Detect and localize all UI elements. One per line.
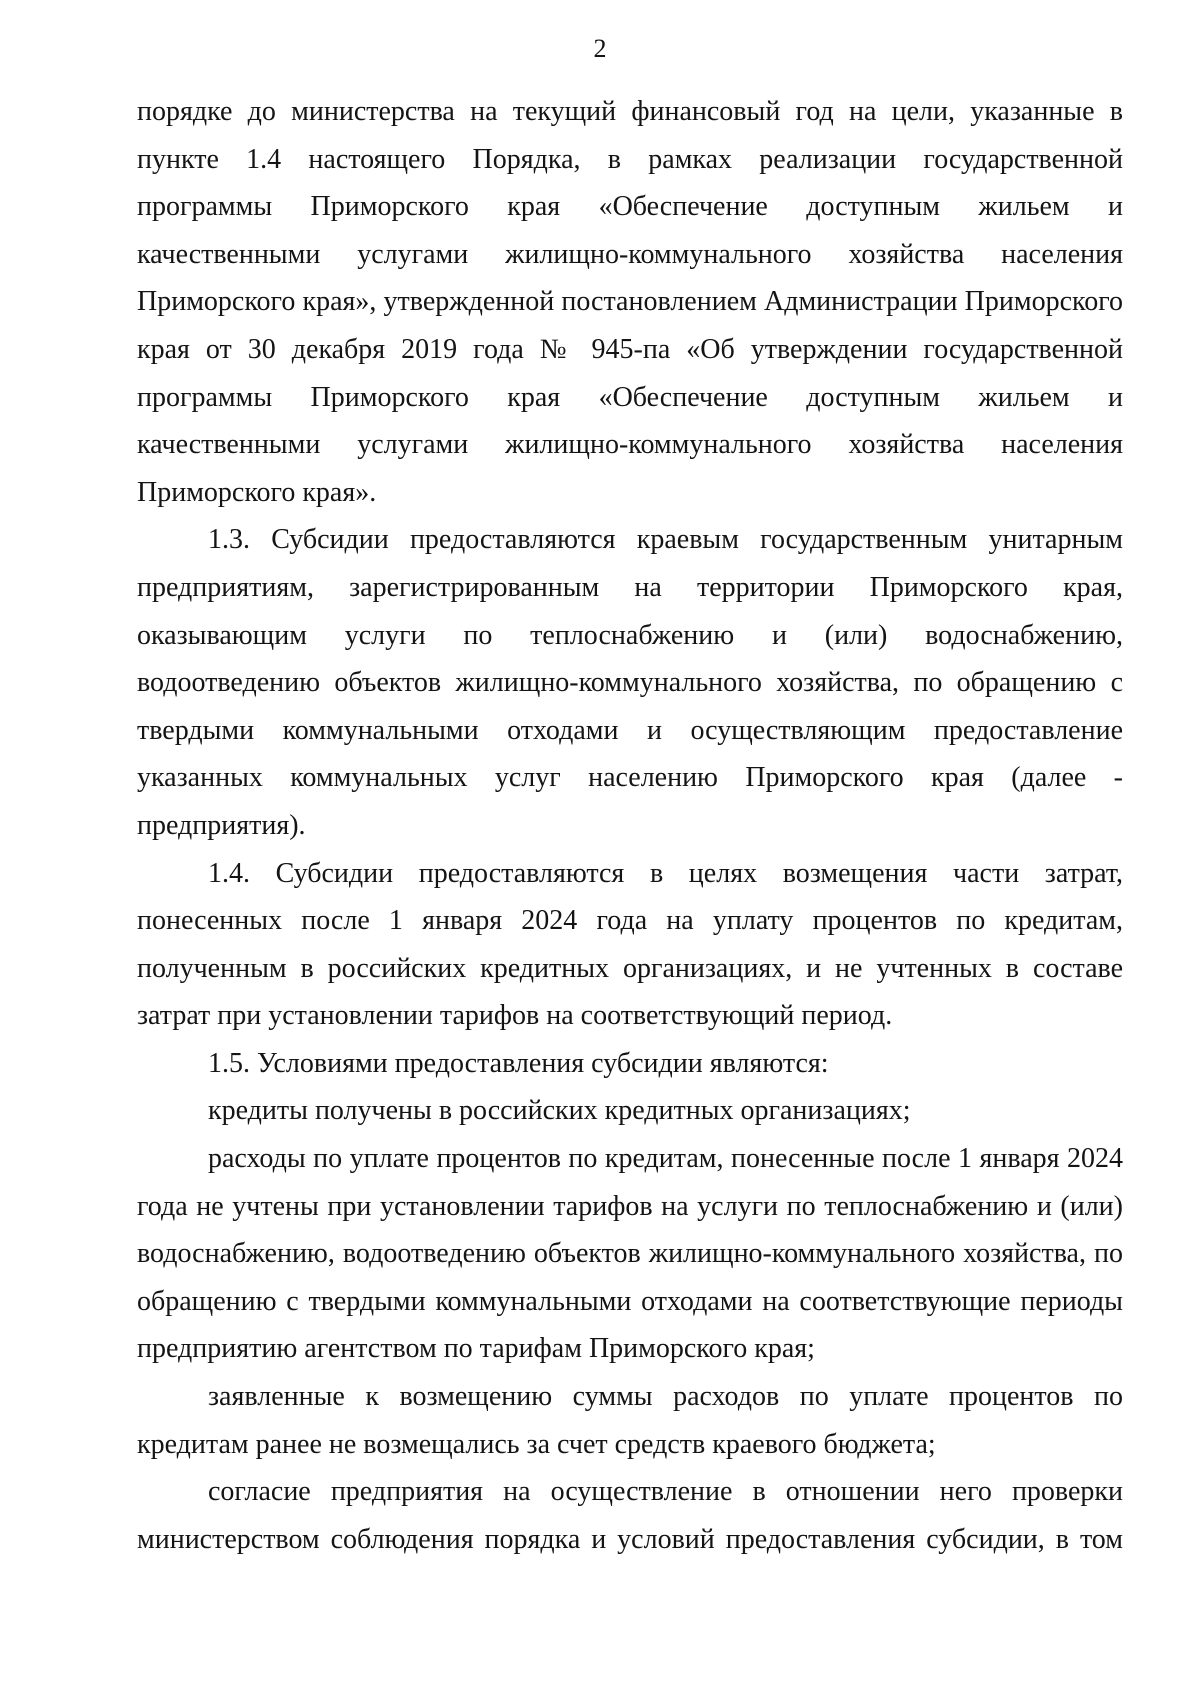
paragraph-1-3-recipients: 1.3. Субсидии предоставляются краевым государственным унитарным предприятиям, зарегистрированным на территории Приморского края, оказывающим услуги по теплоснабжению и (или) водоснабжению, водоотведению объектов жилищно-коммунального хозяйства, по обращению с твердыми коммунальными отходами и осуществляющим предоставление указанных коммунальных услуг населению Приморского края (далее - предприятия). bbox=[137, 524, 1123, 841]
document-body bbox=[137, 88, 1123, 1563]
condition-consent-inspection: согласие предприятия на осуществление в отношении него проверки министерством соблюдения порядка и условий предоставления субсидии, в том bbox=[137, 1476, 1123, 1555]
condition-interest-expenses: расходы по уплате процентов по кредитам, понесенные после 1 января 2024 года не учтены при установлении тарифов на услуги по теплоснабжению и (или) водоснабжению, водоотведению объектов жилищно-коммунального хозяйства, по обращению с твердыми коммунальными отходами на соответствующие периоды предприятию агентством по тарифам Приморского края; bbox=[137, 1143, 1123, 1365]
paragraph-program-reference: порядке до министерства на текущий финансовый год на цели, указанные в пункте 1.4 настоящего Порядка, в рамках реализации государственной программы Приморского края «Обеспечение доступным жильем и качественными услугами жилищно-коммунального хозяйства населения Приморского края», утвержденной постановлением Администрации Приморского края от 30 декабря 2019 года № 945-па «Об утверждении государственной программы Приморского края «Обеспечение доступным жильем и качественными услугами жилищно-коммунального хозяйства населения Приморского края». bbox=[137, 96, 1123, 508]
condition-not-reimbursed: заявленные к возмещению суммы расходов по уплате процентов по кредитам ранее не возмещались за счет средств краевого бюджета; bbox=[137, 1381, 1123, 1460]
page-number: 2 bbox=[593, 34, 607, 63]
paragraph-1-4-purpose: 1.4. Субсидии предоставляются в целях возмещения части затрат, понесенных после 1 января 2024 года на уплату процентов по кредитам, полученным в российских кредитных организациях, и не учтенных в составе затрат при установлении тарифов на соответствующий период. bbox=[137, 857, 1123, 1032]
condition-credits: кредиты получены в российских кредитных организациях; bbox=[208, 1095, 911, 1127]
paragraph-1-5-conditions: 1.5. Условиями предоставления субсидии являются: bbox=[208, 1047, 829, 1079]
